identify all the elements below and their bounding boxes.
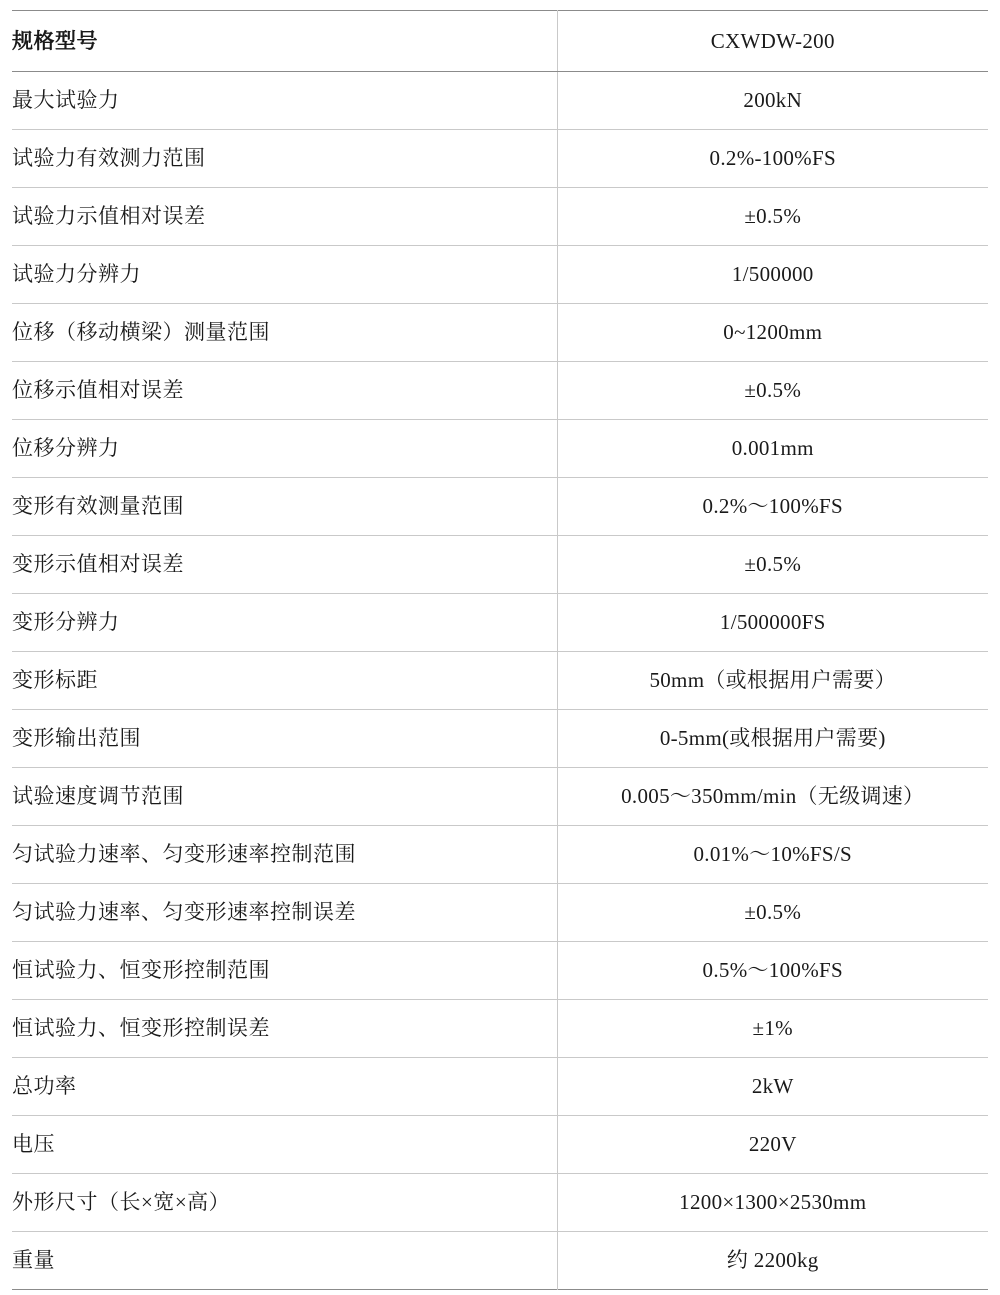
- row-value-cell: ±0.5%: [557, 884, 988, 942]
- row-value-cell: 200kN: [557, 72, 988, 130]
- row-value-cell: 1/500000: [557, 246, 988, 304]
- row-label-cell: 变形标距: [12, 652, 557, 710]
- row-value-cell: 220V: [557, 1116, 988, 1174]
- row-label-cell: 试验速度调节范围: [12, 768, 557, 826]
- row-label-cell: 试验力有效测力范围: [12, 130, 557, 188]
- row-label-cell: 恒试验力、恒变形控制误差: [12, 1000, 557, 1058]
- row-value-cell: 50mm（或根据用户需要）: [557, 652, 988, 710]
- table-row: [12, 1174, 988, 1232]
- table-row: [12, 710, 988, 768]
- row-value-cell: 约 2200kg: [726, 1248, 819, 1273]
- header-value-cell: CXWDW-200: [557, 11, 988, 72]
- row-value-cell: ±0.5%: [557, 362, 988, 420]
- table-row: [12, 246, 988, 304]
- table-row: [12, 304, 988, 362]
- row-value-cell: 1/500000FS: [557, 594, 988, 652]
- row-value-cell: 0.01%～10%FS/S: [557, 826, 988, 884]
- row-label-cell: 变形输出范围: [12, 710, 557, 768]
- row-value-cell: ±1%: [557, 1000, 988, 1058]
- row-label-cell: 最大试验力: [12, 72, 557, 130]
- table-row: [12, 478, 988, 536]
- row-label-cell: 总功率: [12, 1058, 557, 1116]
- row-value-cell: 1200×1300×2530mm: [557, 1174, 988, 1232]
- row-label-cell: 外形尺寸（长×宽×高）: [12, 1174, 557, 1232]
- row-label-cell: 位移示值相对误差: [12, 362, 557, 420]
- table-row: [12, 594, 988, 652]
- row-value-cell: 0.2%～100%FS: [557, 478, 988, 536]
- table-row: [12, 362, 988, 420]
- table-row: [12, 1232, 988, 1290]
- table-row: [12, 942, 988, 1000]
- row-label-cell: 位移分辨力: [12, 420, 557, 478]
- table-row: [12, 188, 988, 246]
- table-row: [12, 826, 988, 884]
- row-value-cell: 0.005～350mm/min（无级调速）: [557, 768, 988, 826]
- row-value-cell: ±0.5%: [557, 536, 988, 594]
- row-label-cell: 变形示值相对误差: [12, 536, 557, 594]
- row-value-cell: 2kW: [557, 1058, 988, 1116]
- table-row: [12, 1058, 988, 1116]
- row-label-cell: 位移（移动横梁）测量范围: [12, 304, 557, 362]
- table-row: [12, 536, 988, 594]
- row-label-cell: 试验力分辨力: [12, 246, 557, 304]
- table-header-row: [12, 11, 988, 72]
- table-row: [12, 884, 988, 942]
- table-row: [12, 420, 988, 478]
- table-row: [12, 768, 988, 826]
- row-label-cell: 恒试验力、恒变形控制范围: [12, 942, 557, 1000]
- row-label-cell: 试验力示值相对误差: [12, 188, 557, 246]
- row-value-cell: 0.5%～100%FS: [557, 942, 988, 1000]
- row-value-cell: 0.2%-100%FS: [557, 130, 988, 188]
- table-row: [12, 1000, 988, 1058]
- table-body: [12, 11, 988, 1290]
- header-label-cell: 规格型号: [12, 11, 557, 72]
- row-value-cell: 0-5mm(或根据用户需要): [557, 710, 988, 768]
- row-value-cell: 0~1200mm: [557, 304, 988, 362]
- table-row: [12, 1116, 988, 1174]
- table-row: [12, 130, 988, 188]
- row-label-cell: 匀试验力速率、匀变形速率控制误差: [12, 884, 557, 942]
- row-value-cell: ±0.5%: [557, 188, 988, 246]
- specification-table: [12, 10, 988, 1290]
- row-value-cell: 0.001mm: [557, 420, 988, 478]
- row-label-cell: 电压: [12, 1116, 557, 1174]
- table-row: [12, 652, 988, 710]
- row-label-cell: 重量: [12, 1232, 557, 1290]
- table-row: [12, 72, 988, 130]
- row-label-cell: 变形有效测量范围: [12, 478, 557, 536]
- row-label-cell: 匀试验力速率、匀变形速率控制范围: [12, 826, 557, 884]
- row-label-cell: 变形分辨力: [12, 594, 557, 652]
